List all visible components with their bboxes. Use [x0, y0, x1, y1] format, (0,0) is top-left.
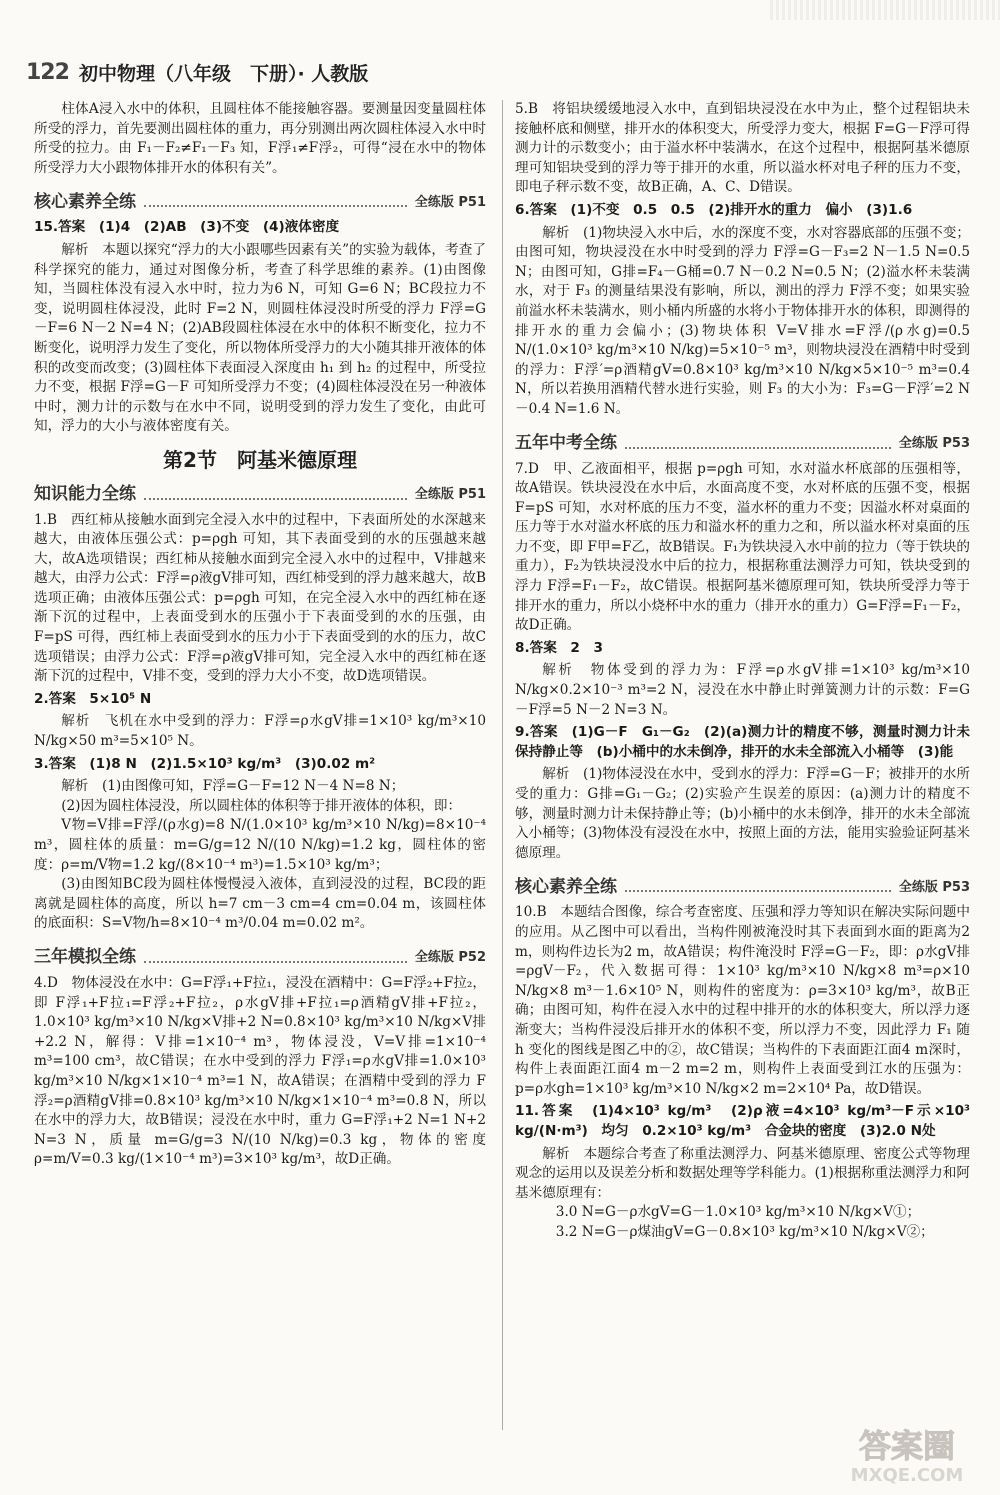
answer-line: 6.答案 (1)不变 0.5 0.5 (2)排开水的重力 偏小 (3)1.6: [515, 201, 913, 218]
watermark-text: 答案圈: [858, 1427, 956, 1465]
answer-line: 3.答案 (1)8 N (2)1.5×10³ kg/m³ (3)0.02 m²: [34, 755, 376, 772]
chapter-title: 第2节 阿基米德原理: [163, 447, 357, 472]
section-title: 三年模拟全练: [34, 947, 136, 968]
answer-item: 7.D 甲、乙液面相平，根据 p=ρgh 可知，水对溢水杯底部的压强相等，故A错误。铁块浸没在水中后，水面高度不变，水对杯底的压强不变，根据 F=pS 可知，水对杯底的压力不变，溢水杯的重力不变；因溢水杯对桌面的压力等于水对溢水杯底的压力和溢水杯的重力之和，所以溢水杯对桌面的压力不变，即 F甲=F乙，故B错误。F₁为铁块浸入水中前的拉力（等于铁块的重力），F₂为铁块浸没水中后的拉力，根据称重法测浮力可知，铁块受到的浮力 F浮=F₁－F₂，故C错误。根据阿基米德原理可知，铁块所受浮力等于排开水的重力，所以小烧杯中水的重力（排开水的重力）G=F浮=F₁－F₂，故D正确。: [515, 460, 970, 634]
section-tag: 全练版 P53: [898, 435, 970, 451]
scan-noise: [770, 0, 1000, 20]
answer-line: 11.答案 (1)4×10³ kg/m³ (2)ρ液=4×10³ kg/m³－F示×10³ kg/(N·m³) 均匀 0.2×10³ kg/m³ 合金块的密度 (3)2.0 N处: [515, 1103, 970, 1139]
section-tag: 全练版 P51: [414, 194, 486, 210]
answer-item: 5.B 将铝块缓缓地浸入水中，直到铝块浸没在水中为止，整个过程铝块未接触杯底和侧壁，排开水的体积变大，所受浮力变大，根据 F=G－F浮可得测力计的示数变小；由于溢水杯中装满水，在这个过程中，根据阿基米德原理可知铝块受到的浮力等于排开的水重，所以溢水杯对电子秤的压力不变，即电子秤示数不变，故B正确，A、C、D错误。: [515, 101, 970, 196]
explanation: 解析 飞机在水中受到的浮力：F浮=ρ水gV排=1×10³ kg/m³×10 N/kg×50 m³=5×10⁵ N。: [34, 713, 486, 750]
section-tag: 全练版 P51: [414, 486, 486, 502]
page-header: [26, 52, 368, 92]
explanation: 解析 (1)物体浸没在水中，受到水的浮力：F浮=G－F；被排开的水所受的重力：G排=G₁－G₂；(2)实验产生误差的原因：(a)测力计的精度不够，测量时测力计未保持静止等；(b)小桶中的水未倒净，排开的水未全部流入小桶等；(3)物体没有浸没在水中，按照上面的方法，能用实验验证阿基米德原理。: [515, 766, 970, 861]
explanation: (2)因为圆柱体浸没，所以圆柱体的体积等于排开液体的体积，即：: [61, 797, 462, 814]
explanation: V物=V排=F浮/(ρ水g)=8 N/(1.0×10³ kg/m³×10 N/kg)=8×10⁻⁴ m³，圆柱体的质量：m=G/g=12 N/(10 N/kg)=1.2 kg，圆柱体的密度：ρ=m/V物=1.2 kg/(8×10⁻⁴ m³)=1.5×10³ kg/m³；: [34, 817, 486, 873]
watermark-subtext: MXQE.COM: [850, 1465, 964, 1486]
equation: 3.2 N=G－ρ煤油gV=G－0.8×10³ kg/m³×10 N/kg×V②；: [555, 1223, 934, 1240]
book-title: 初中物理（八年级 下册）· 人教版: [78, 62, 369, 85]
page-number: 122: [26, 59, 69, 85]
answer-item: 10.B 本题结合图像，综合考查密度、压强和浮力等知识在解决实际问题中的应用。从乙图中可以看出，当构件刚被淹没时其下表面到水面的距离为2 m，则构件边长为2 m，故A错误；构件淹没时 F浮=G－F₂，即：ρ水gV排=ρgV－F₂，代入数据可得：1×10³ kg/m³×10 N/kg×8 m³=ρ×10 N/kg×8 m³－1.6×10⁵ N，则构件的密度为：ρ=3×10³ kg/m³，故B正确；由图可知，构件在浸入水中的过程中排开的水的体积变大，所以浮力逐渐变大；当构件浸没后排开水的体积不变，所以浮力不变，因此浮力 F₁ 随 h 变化的图线是图乙中的②，故C错误；当构件的下表面距江面4 m深时，构件上表面距江面4 m－2 m=2 m，则构件上表面受到江水的压强为：p=ρ水gh=1×10³ kg/m³×10 N/kg×2 m=2×10⁴ Pa，故D错误。: [515, 904, 970, 1097]
dotted-leader: [144, 498, 407, 500]
right-column: [515, 100, 970, 1242]
equation: 3.0 N=G－ρ水gV=G－1.0×10³ kg/m³×10 N/kg×V①；: [555, 1204, 921, 1221]
explanation: 解析 (1)由图像可知，F浮=G－F=12 N－4 N=8 N；: [61, 778, 405, 795]
explanation: 解析 本题综合考查了称重法测浮力、阿基米德原理、密度公式等物理观念的运用以及误差分析和数据处理等学科能力。(1)根据称重法测浮力和阿基米德原理有：: [515, 1145, 970, 1201]
dotted-leader: [625, 447, 891, 449]
section-title: 核心素养全练: [34, 191, 136, 212]
explanation: 解析 本题以探究“浮力的大小跟哪些因素有关”的实验为载体，考查了科学探究的能力，通过对图像分析，考查了科学思维的素养。(1)由图像知，当圆柱体没有浸入水中时，拉力为6 N，可知 G=6 N；BC段拉力不变，说明圆柱体浸没，此时 F=2 N，则圆柱体浸没时所受的浮力 F浮=G－F=6 N－2 N=4 N；(2)AB段圆柱体浸在水中的体积不断变化，拉力不断变化，说明浮力发生了变化，所以物体所受浮力的大小随其排开液体的体积的改变而改变；(3)圆柱体下表面浸入深度由 h₁ 到 h₂ 的过程中，所受拉力不变，根据 F浮=G－F 可知所受浮力不变；(4)圆柱体浸没在另一种液体中时，测力计的示数与在水中不同，说明受到的浮力发生了变化，由此可知，浮力的大小与液体密度有关。: [34, 241, 486, 435]
answer-line: 2.答案 5×10⁵ N: [34, 690, 152, 707]
paragraph: 柱体A浸入水中的体积，且圆柱体不能接触容器。要测量因变量圆柱体所受的浮力，首先要测出圆柱体的重力，再分别测出两次圆柱体浸入水中时所受的拉力。由 F₁－F₂≠F₁－F₃ 知，F浮₁≠F浮₂，可得“浸在水中的物体所受浮力大小跟物体排开水的体积有关”。: [34, 101, 486, 176]
section-title: 知识能力全练: [34, 483, 136, 504]
column-divider: [502, 100, 503, 1430]
answer-item: 4.D 物体浸没在水中：G=F浮₁+F拉₁，浸没在酒精中：G=F浮₂+F拉₂，即 F浮₁+F拉₁=F浮₂+F拉₂，ρ水gV排+F拉₁=ρ酒精gV排+F拉₂，1.0×10³ kg/m³×10 N/kg×V排+2 N=0.8×10³ kg/m³×10 N/kg×V排+2.2 N，解得：V排=1×10⁻⁴ m³，物体浸没，V=V排=1×10⁻⁴ m³=100 cm³，故C错误；在水中受到的浮力 F浮₁=ρ水gV排=1.0×10³ kg/m³×10 N/kg×1×10⁻⁴ m³=1 N，故A错误；在酒精中受到的浮力 F浮₂=ρ酒精gV排=0.8×10³ kg/m³×10 N/kg×1×10⁻⁴ m³=0.8 N，所以在水中的浮力大，故B错误；浸没在水中时，重力 G=F浮₁+2 N=1 N+2 N=3 N，质量 m=G/g=3 N/(10 N/kg)=0.3 kg，物体的密度 ρ=m/V=0.3 kg/(1×10⁻⁴ m³)=3×10³ kg/m³，故D正确。: [34, 974, 486, 1168]
dotted-leader: [144, 961, 407, 963]
section-title: 五年中考全练: [515, 432, 617, 453]
section-tag: 全练版 P53: [898, 879, 970, 895]
explanation: 解析 (1)物块浸入水中后，水的深度不变，水对容器底部的压强不变；由图可知，物块浸没在水中时受到的浮力 F浮=G－F₃=2 N－1.5 N=0.5 N；由图可知，G排=F₄－G桶=0.7 N－0.2 N=0.5 N；(2)溢水杯未装满水，对于 F₃ 的测量结果没有影响，所以，测出的浮力 F浮不变；如果实验前溢水杯未装满水，则小桶内所盛的水将小于物体排开水的体积，即测得的排开水的重力会偏小；(3)物块体积 V=V排水=F浮/(ρ水g)=0.5 N/(1.0×10³ kg/m³×10 N/kg)=5×10⁻⁵ m³，则物块浸没在酒精中时受到的浮力：F浮′=ρ酒精gV=0.8×10³ kg/m³×10 N/kg×5×10⁻⁵ m³=0.4 N，所以若换用酒精代替水进行实验，则 F₃ 的大小为：F₃=G－F浮′=2 N－0.4 N=1.6 N。: [515, 224, 970, 417]
answer-item: 1.B 西红柿从接触水面到完全浸入水中的过程中，下表面所处的水深越来越大，由液体压强公式：p=ρgh 可知，其下表面受到的水的压强越来越大，故A选项错误；西红柿从接触水面到完全浸入水中的过程中，V排越来越大，由浮力公式：F浮=ρ液gV排可知，西红柿受到的浮力越来越大，故B选项正确；由液体压强公式：p=ρgh 可知，在完全浸入水中的西红柿在逐渐下沉的过程中，上表面受到水的压强小于下表面受到的水的压强，由 F=pS 可得，西红柿上表面受到水的压力小于下表面受到的水的压力，故C选项错误；由浮力公式：F浮=ρ液gV排可知，完全浸入水中的西红柿在逐渐下沉的过程中，V排不变，受到的浮力大小不变，故D选项错误。: [34, 511, 486, 685]
left-column: [34, 100, 486, 1173]
section-header: [34, 944, 486, 968]
dotted-leader: [625, 890, 891, 892]
dotted-leader: [144, 205, 407, 207]
section-header: [34, 188, 486, 212]
watermark-logo: [822, 1417, 992, 1489]
section-title: 核心素养全练: [515, 876, 617, 897]
explanation: 解析 物体受到的浮力为：F浮=ρ水gV排=1×10³ kg/m³×10 N/kg×0.2×10⁻³ m³=2 N，浸没在水中静止时弹簧测力计的示数：F=G－F浮=5 N－2 N=3 N。: [515, 662, 970, 718]
section-tag: 全练版 P52: [414, 950, 486, 966]
answer-line: 15.答案 (1)4 (2)AB (3)不变 (4)液体密度: [34, 219, 340, 236]
section-header: [515, 873, 970, 897]
explanation: (3)由图知BC段为圆柱体慢慢浸入液体，直到浸没的过程，BC段的距离就是圆柱体的高度，所以 h=7 cm－3 cm=4 cm=0.04 m，该圆柱体的底面积：S=V物/h=8×10⁻⁴ m³/0.04 m=0.02 m²。: [34, 876, 486, 932]
section-header: [34, 481, 486, 505]
section-header: [515, 430, 970, 454]
answer-line: 9.答案 (1)G－F G₁－G₂ (2)(a)测力计的精度不够，测量时测力计未保持静止等 (b)小桶中的水未倒净，排开的水未全部流入小桶等 (3)能: [515, 724, 970, 760]
answer-line: 8.答案 2 3: [515, 639, 603, 656]
